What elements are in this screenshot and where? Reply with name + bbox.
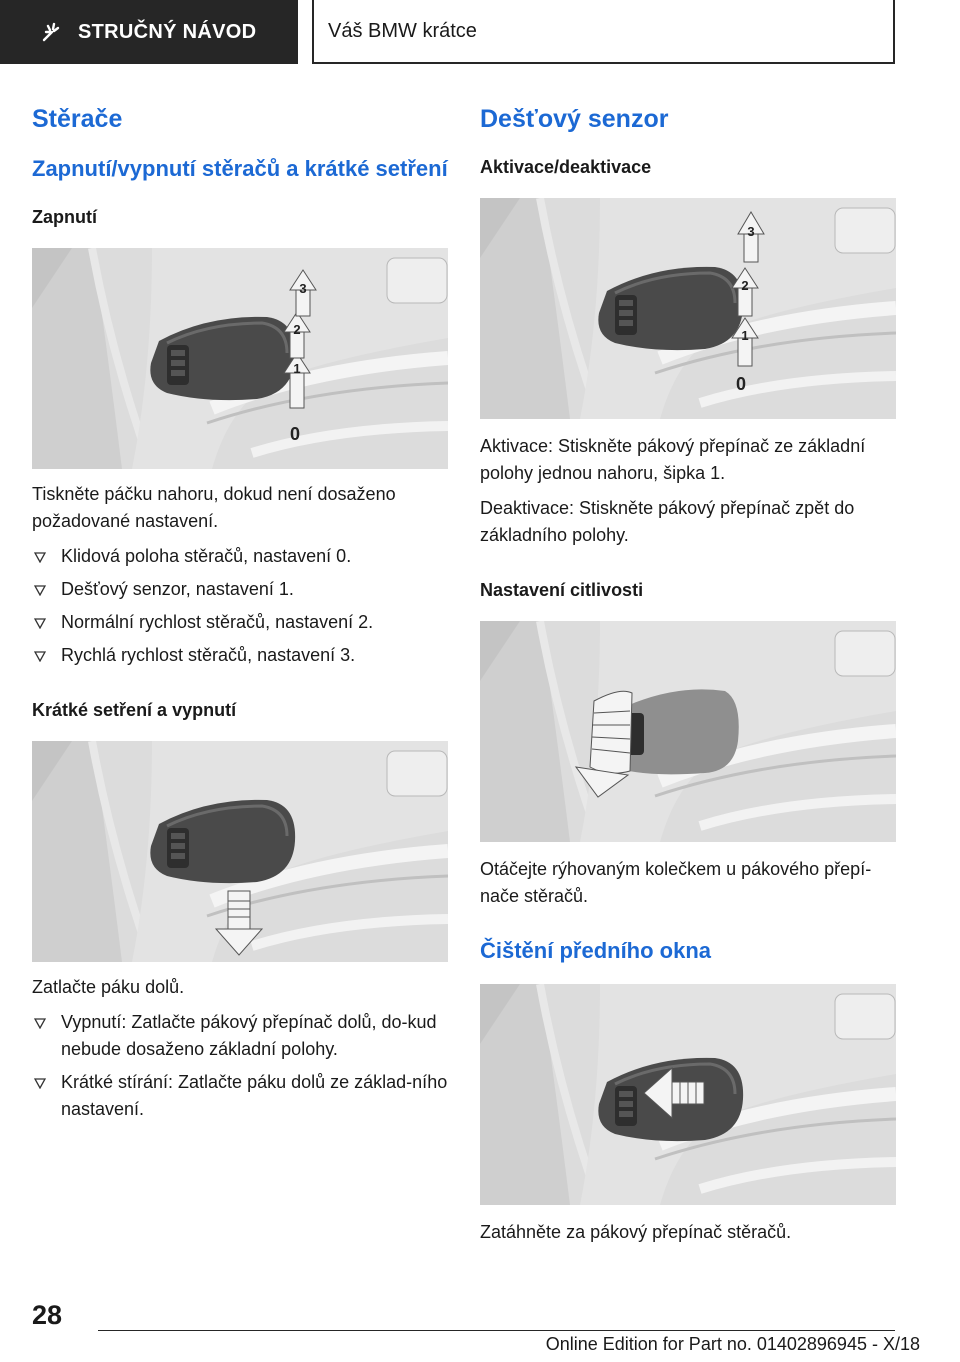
svg-text:3: 3	[747, 224, 755, 239]
triangle-bullet-icon	[34, 1018, 46, 1029]
svg-text:1: 1	[741, 328, 749, 343]
heading-switch-on: Zapnutí	[32, 207, 97, 227]
right-column	[480, 96, 896, 1246]
arrow-label: 3	[299, 281, 307, 296]
rain-sensor-activation-illustration	[480, 198, 896, 419]
settings-list	[32, 543, 448, 669]
triangle-bullet-icon	[34, 651, 46, 662]
page-number: 28	[32, 1300, 63, 1330]
chapter-tab[interactable]	[312, 0, 895, 64]
footer-divider	[98, 1330, 895, 1331]
svg-text:2: 2	[741, 278, 749, 293]
svg-text:0: 0	[736, 374, 747, 394]
heading-activation: Aktivace/deaktivace	[480, 157, 652, 177]
car-spark-icon	[40, 20, 64, 44]
paragraph-switch-on: Tiskněte páčku nahoru, dokud není dosaženo požadované nastavení.	[32, 484, 396, 531]
windscreen-cleaning-illustration	[480, 984, 896, 1205]
section-tab-label: STRUČNÝ NÁVOD	[78, 20, 257, 43]
left-column	[32, 96, 448, 1123]
short-wipe-list	[32, 1009, 448, 1123]
heading-sensitivity: Nastavení citlivosti	[480, 580, 644, 600]
paragraph-sensitivity: Otáčejte rýhovaným kolečkem u pákového přepí-nače stěračů.	[480, 859, 872, 906]
sensitivity-wheel-illustration	[480, 621, 896, 842]
subsection-title: Zapnutí/vypnutí stěračů a krátké setření	[32, 156, 448, 181]
heading-short-wipe: Krátké setření a vypnutí	[32, 700, 237, 720]
list-item: Klidová poloha stěračů, nastavení 0.	[32, 543, 448, 570]
list-item: Krátké stírání: Zatlačte páku dolů ze základ-ního nastavení.	[32, 1069, 448, 1123]
triangle-bullet-icon	[34, 618, 46, 629]
triangle-bullet-icon	[34, 552, 46, 563]
arrow-label: 0	[290, 424, 301, 444]
paragraph-push-down: Zatlačte páku dolů.	[32, 977, 185, 997]
wiper-stalk-down-illustration	[32, 741, 448, 962]
arrow-label: 1	[293, 361, 301, 376]
section-title-wipers: Stěrače	[32, 105, 123, 133]
section-title-rain-sensor: Dešťový senzor	[480, 105, 669, 133]
arrow-label: 2	[293, 322, 301, 337]
section-tab[interactable]	[0, 0, 298, 64]
list-item: Normální rychlost stěračů, nastavení 2.	[32, 609, 448, 636]
footer-edition-text: Online Edition for Part no. 01402896945 - X/18	[545, 1334, 920, 1354]
triangle-bullet-icon	[34, 1078, 46, 1089]
footer-edition	[546, 1334, 920, 1355]
list-item: Dešťový senzor, nastavení 1.	[32, 576, 448, 603]
list-item: Rychlá rychlost stěračů, nastavení 3.	[32, 642, 448, 669]
list-item: Vypnutí: Zatlačte pákový přepínač dolů, do-kud nebude dosaženo základní polohy.	[32, 1009, 448, 1063]
triangle-bullet-icon	[34, 585, 46, 596]
wiper-stalk-up-illustration	[32, 248, 448, 469]
section-title-windscreen-cleaning: Čištění předního okna	[480, 938, 712, 963]
chapter-tab-label: Váš BMW krátce	[328, 19, 477, 42]
paragraph-activation: Aktivace: Stiskněte pákový přepínač ze základní polohy jednou nahoru, šipka 1.	[480, 436, 866, 483]
paragraph-deactivation: Deaktivace: Stiskněte pákový přepínač zpět do základního polohy.	[480, 498, 855, 545]
paragraph-windscreen-cleaning: Zatáhněte za pákový přepínač stěračů.	[480, 1222, 792, 1242]
